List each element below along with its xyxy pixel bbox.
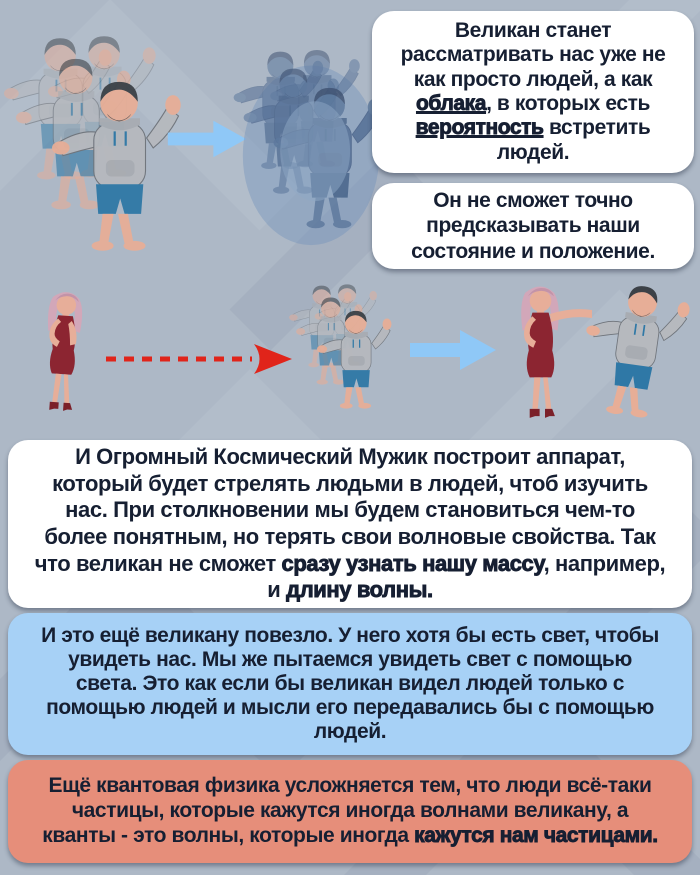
caption-giant-sees-clouds [372, 11, 694, 173]
man-cloud-blue-illustration [232, 22, 390, 272]
arrow-right-icon [408, 325, 498, 375]
man-probability-cloud-small-illustration [288, 276, 398, 428]
caption-particles-and-waves [8, 760, 692, 863]
caption-collider-apparatus [8, 440, 692, 608]
caption-cannot-predict [372, 183, 694, 269]
caption-text: Он не сможет точно предсказывать наши состояние и положение. [411, 188, 655, 263]
caption-text: Великан станет рассматривать нас уже не как просто людей, а как облака, в которых есть вероятность встретить людей. [400, 18, 666, 164]
woman-illustration [25, 288, 101, 418]
caption-text: И Огромный Космический Мужик построит аппарат, который будет стрелять людьми в людей, чтоб изучить нас. При столкновении мы будем становиться чем-то более понятным, но терять свои волновые свойства. Так что великан не сможет сразу узнать нашу массу, например, и длину волны. [34, 444, 666, 603]
caption-text: И это ещё великану повезло. У него хотя бы есть свет, чтобы увидеть нас. Мы же пытаемся увидеть свет с помощью света. Это как если бы великан видел людей только с помощью людей и мысли его передавались бы с помощью людей. [41, 624, 659, 743]
caption-text: Ещё квантовая физика усложняется тем, что люди всё-таки частицы, которые кажутся иногда волнами великану, а кванты - это волны, которые иногда кажутся нам частицами. [42, 774, 658, 847]
caption-seeing-light-with-light [8, 613, 692, 755]
dashed-arrow-right-icon [102, 342, 294, 376]
woman-touching-man-illustration [490, 280, 696, 426]
man-probability-cloud-illustration [2, 28, 192, 278]
